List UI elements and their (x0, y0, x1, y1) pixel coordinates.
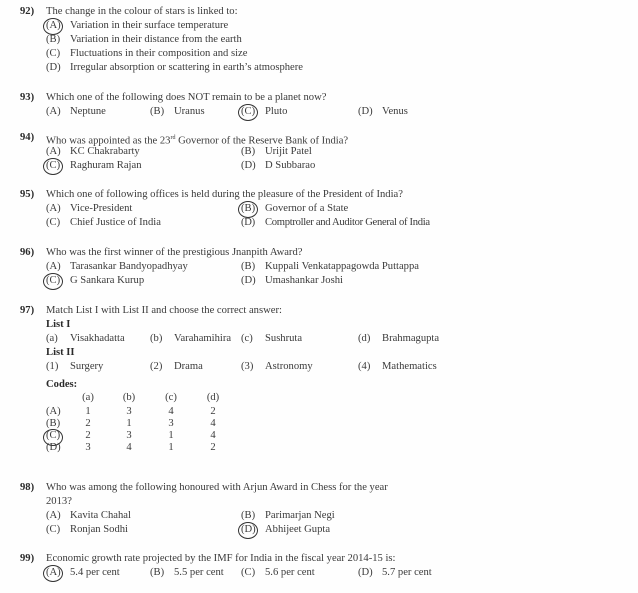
codes-row[interactable] (20, 406, 638, 418)
option-label: (C) (46, 524, 61, 535)
option-text: Variation in their surface temperature (70, 20, 229, 31)
item-text: Drama (174, 361, 203, 372)
question-99 (20, 552, 638, 580)
question-95 (20, 188, 638, 230)
option-a[interactable] (46, 202, 132, 216)
codes-row[interactable] (20, 418, 638, 430)
item-text: Varahamihira (174, 333, 232, 344)
item-label: (3) (241, 361, 254, 372)
option-text: Fluctuations in their composition and size (70, 48, 248, 59)
option-text: G Sankara Kurup (70, 275, 145, 286)
option-label: (C) (241, 105, 265, 119)
code-value: 3 (85, 442, 91, 453)
option-d[interactable] (241, 159, 315, 173)
option-b[interactable] (150, 105, 205, 119)
option-b[interactable] (241, 145, 312, 159)
option-c[interactable] (46, 274, 144, 288)
option-b[interactable] (241, 202, 348, 216)
option-label: (A) (46, 106, 61, 117)
option-d[interactable] (241, 523, 330, 537)
code-value: 4 (126, 442, 132, 453)
item-label: (c) (241, 333, 253, 344)
option-d[interactable] (46, 61, 303, 75)
option-d[interactable] (241, 274, 343, 288)
code-value: 3 (126, 406, 132, 417)
option-b[interactable] (150, 566, 224, 580)
option-text: Variation in their distance from the earth (70, 34, 242, 45)
option-label: (D) (358, 567, 373, 578)
item-label: (2) (150, 361, 163, 372)
code-label: (B) (46, 418, 61, 429)
code-value: 2 (210, 442, 216, 453)
codes-header (20, 392, 638, 406)
option-text: Comptroller and Auditor General of India (265, 217, 430, 228)
option-text: Kavita Chahal (70, 510, 131, 521)
option-label: (B) (241, 510, 256, 521)
code-value: 2 (210, 406, 216, 417)
option-b[interactable] (46, 33, 242, 47)
list-2-item (241, 360, 313, 374)
option-text: Pluto (265, 106, 288, 117)
option-label: (C) (241, 567, 256, 578)
question-text: Who was among the following honoured with Arjun Award in Chess for the year (46, 482, 388, 493)
option-label: (D) (358, 106, 373, 117)
code-value: 2 (85, 430, 91, 441)
option-c[interactable] (241, 105, 287, 119)
item-label: (a) (46, 333, 58, 344)
option-a[interactable] (46, 260, 188, 274)
question-number: 92) (20, 6, 35, 17)
option-c[interactable] (46, 523, 128, 537)
option-label: (A) (46, 19, 70, 33)
option-a[interactable] (46, 509, 131, 523)
ordinal-suffix: rd (170, 135, 176, 141)
code-value: 4 (210, 430, 216, 441)
question-text: Who was the first winner of the prestigious Jnanpith Award? (46, 247, 303, 258)
list-2-item (358, 360, 437, 374)
option-label: (D) (241, 275, 256, 286)
code-label: (D) (46, 442, 61, 453)
code-value: 2 (85, 418, 91, 429)
option-a[interactable] (46, 105, 106, 119)
item-label: (1) (46, 361, 59, 372)
question-number: 94) (20, 132, 35, 143)
option-text: Venus (382, 106, 408, 117)
option-b[interactable] (241, 260, 419, 274)
question-number: 93) (20, 92, 35, 103)
question-94 (20, 131, 460, 173)
item-label: (d) (358, 333, 371, 344)
option-label: (A) (46, 566, 70, 580)
option-label: (B) (241, 146, 256, 157)
code-value: 3 (126, 430, 132, 441)
question-number: 95) (20, 189, 35, 200)
option-text: Vice-President (70, 203, 133, 214)
option-label: (B) (150, 567, 165, 578)
codes-row[interactable] (20, 442, 638, 454)
question-text: Which one of the following does NOT remain to be a planet now? (46, 92, 327, 103)
question-text: Economic growth rate projected by the IMF for India in the fiscal year 2014-15 is: (46, 553, 396, 564)
question-93 (20, 91, 460, 119)
option-text: Raghuram Rajan (70, 160, 142, 171)
option-text: Ronjan Sodhi (70, 524, 128, 535)
option-text: Governor of a State (265, 203, 349, 214)
codes-header-cell: (b) (122, 392, 136, 403)
option-label: (C) (46, 217, 61, 228)
codes-header-cell: (a) (82, 392, 94, 403)
question-97 (20, 304, 638, 454)
option-text: Neptune (70, 106, 106, 117)
question-number: 97) (20, 305, 35, 316)
option-label: (C) (46, 48, 61, 59)
option-b[interactable] (241, 509, 335, 523)
code-value: 1 (168, 442, 174, 453)
question-92 (20, 5, 460, 75)
list-2-title: List II (46, 347, 75, 358)
option-text: Uranus (174, 106, 205, 117)
question-number: 98) (20, 482, 35, 493)
option-label: (B) (150, 106, 165, 117)
item-text: Visakhadatta (70, 333, 125, 344)
option-label: (A) (46, 146, 61, 157)
item-text: Sushruta (265, 333, 303, 344)
list-2-item (46, 360, 103, 374)
question-98 (20, 481, 638, 537)
list-1-title: List I (46, 319, 71, 330)
question-text: The change in the colour of stars is linked to: (46, 6, 238, 17)
option-text: Tarasankar Bandyopadhyay (70, 261, 188, 272)
option-a[interactable] (46, 566, 120, 580)
codes-header-cell: (d) (206, 392, 220, 403)
option-a[interactable] (46, 145, 140, 159)
question-text-continued: 2013? (46, 496, 72, 507)
item-text: Brahmagupta (382, 333, 440, 344)
option-text: D Subbarao (265, 160, 316, 171)
option-d[interactable] (358, 566, 432, 580)
list-2-item (150, 360, 203, 374)
code-value: 4 (210, 418, 216, 429)
option-label: (A) (46, 510, 61, 521)
code-value: 1 (126, 418, 132, 429)
item-text: Surgery (70, 361, 104, 372)
question-96 (20, 246, 638, 288)
option-text: Kuppali Venkatappagowda Puttappa (265, 261, 419, 272)
list-1-item (46, 332, 125, 346)
option-c[interactable] (46, 159, 142, 173)
option-label: (B) (46, 34, 61, 45)
option-text: Umashankar Joshi (265, 275, 343, 286)
option-text: Irregular absorption or scattering in earth’s atmosphere (70, 62, 303, 73)
option-label: (C) (46, 159, 70, 173)
question-number: 96) (20, 247, 35, 258)
option-label: (B) (241, 261, 256, 272)
option-label: (A) (46, 203, 61, 214)
option-label: (D) (241, 523, 265, 537)
option-label: (D) (241, 217, 255, 228)
code-value: 4 (168, 406, 174, 417)
option-d[interactable] (358, 105, 408, 119)
item-label: (4) (358, 361, 371, 372)
option-c[interactable] (46, 47, 247, 61)
item-text: Mathematics (382, 361, 437, 372)
option-a[interactable] (46, 19, 228, 33)
option-c[interactable] (241, 566, 315, 580)
option-text: Parimarjan Negi (265, 510, 335, 521)
option-label: (A) (46, 261, 61, 272)
option-label: (B) (241, 202, 265, 216)
option-text: Urijit Patel (265, 146, 312, 157)
option-label: (C) (46, 274, 70, 288)
option-text: 5.5 per cent (174, 567, 224, 578)
option-text: 5.4 per cent (70, 567, 120, 578)
option-text: KC Chakrabarty (70, 146, 140, 157)
codes-row[interactable] (20, 430, 638, 442)
option-text: 5.7 per cent (382, 567, 432, 578)
code-label: (A) (46, 406, 61, 417)
question-text: Match List I with List II and choose the correct answer: (46, 305, 282, 316)
code-value: 3 (168, 418, 174, 429)
question-text-part: Governor of the Reserve Bank of India? (175, 135, 349, 147)
codes-title: Codes: (46, 379, 78, 390)
item-label: (b) (150, 333, 163, 344)
code-value: 1 (168, 430, 174, 441)
option-d[interactable] (241, 216, 430, 230)
option-text: 5.6 per cent (265, 567, 315, 578)
codes-header-cell: (c) (165, 392, 177, 403)
question-text-part: Who was appointed as the 23 (46, 135, 171, 147)
list-1-item (150, 332, 231, 346)
question-number: 99) (20, 553, 35, 564)
option-label: (D) (241, 160, 256, 171)
option-label: (D) (46, 62, 61, 73)
option-text: Chief Justice of India (70, 217, 161, 228)
code-label: (C) (46, 430, 70, 442)
option-c[interactable] (46, 216, 161, 230)
item-text: Astronomy (265, 361, 313, 372)
code-value: 1 (85, 406, 91, 417)
option-text: Abhijeet Gupta (265, 524, 331, 535)
list-1-item (358, 332, 439, 346)
list-1-item (241, 332, 302, 346)
question-text: Which one of following offices is held during the pleasure of the President of India? (46, 189, 403, 200)
